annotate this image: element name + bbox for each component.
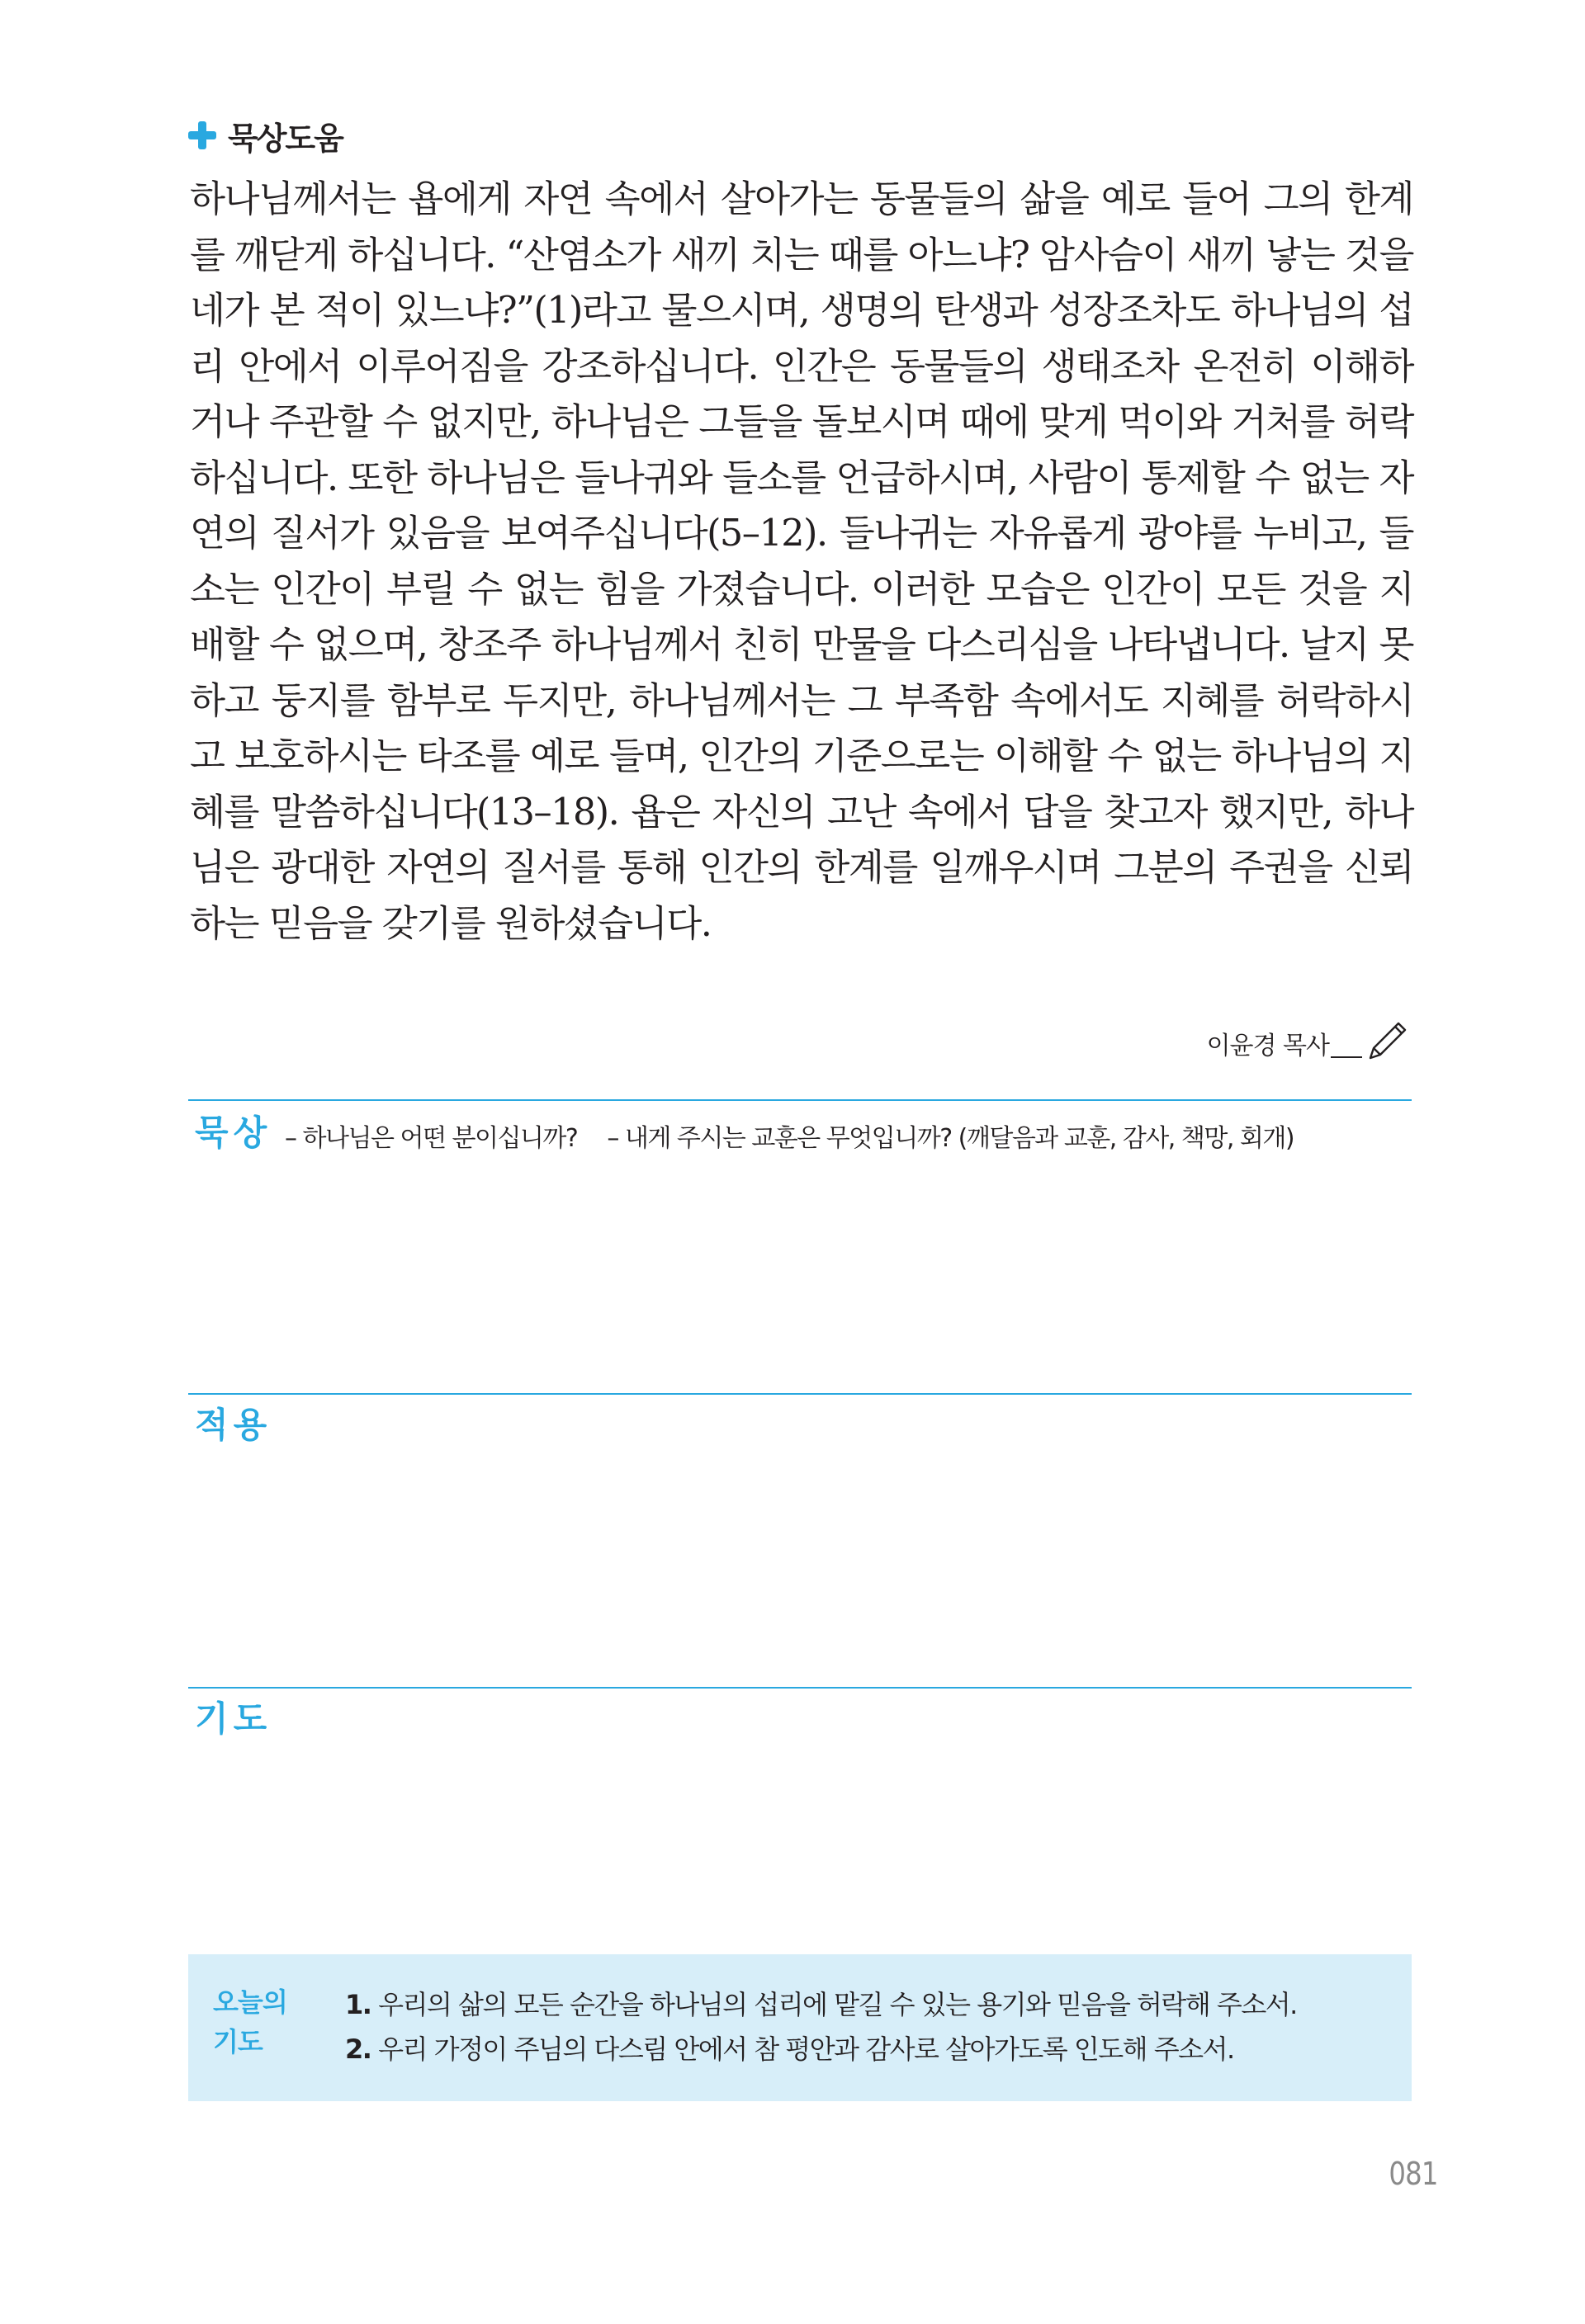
- heading-title: 묵상도움: [228, 120, 343, 157]
- meditation-label: 묵상: [195, 1112, 272, 1153]
- application-divider: [188, 1393, 1412, 1395]
- pencil-icon: [1362, 1012, 1413, 1063]
- todays-prayer-label-line1: 오늘의: [213, 1986, 287, 2018]
- author-name: 이윤경 목사: [1206, 1032, 1329, 1060]
- prayer-item-text: 우리 가정이 주님의 다스림 안에서 참 평안과 감사로 살아가도록 인도해 주소서.: [378, 2034, 1234, 2065]
- prayer-item: [345, 2027, 1297, 2071]
- prayer-item-text: 우리의 삶의 모든 순간을 하나님의 섭리에 맡길 수 있는 용기와 믿음을 허락해 주소서.: [378, 1989, 1297, 2020]
- signature-line: [1331, 1056, 1362, 1058]
- todays-prayer-box: [188, 1954, 1412, 2101]
- todays-prayer-label-line2: 기도: [213, 2026, 263, 2057]
- commentary-body: 하나님께서는 욥에게 자연 속에서 살아가는 동물들의 삶을 예로 들어 그의 한계를 깨닫게 하십니다. “산염소가 새끼 치는 때를 아느냐? 암사슴이 새끼 낳는 것을 네가 본 적이 있느냐?”(1)라고 물으시며, 생명의 탄생과 성장조차도 하나님의 섭리 안에서 이루어짐을 강조하십니다. 인간은 동물들의 생태조차 온전히 이해하거나 주관할 수 없지만, 하나님은 그들을 돌보시며 때에 맞게 먹이와 거처를 허락하십니다. 또한 하나님은 들나귀와 들소를 언급하시며, 사람이 통제할 수 없는 자연의 질서가 있음을 보여주십니다(5–12). 들나귀는 자유롭게 광야를 누비고, 들소는 인간이 부릴 수 없는 힘을 가졌습니다. 이러한 모습은 인간이 모든 것을 지배할 수 없으며, 창조주 하나님께서 친히 만물을 다스리심을 나타냅니다. 날지 못하고 둥지를 함부로 두지만, 하나님께서는 그 부족함 속에서도 지혜를 허락하시고 보호하시는 타조를 예로 들며, 인간의 기준으로는 이해할 수 없는 하나님의 지혜를 말씀하십니다(13–18). 욥은 자신의 고난 속에서 답을 찾고자 했지만, 하나님은 광대한 자연의 질서를 통해 인간의 한계를 일깨우시며 그분의 주권을 신뢰하는 믿음을 갖기를 원하셨습니다.: [190, 178, 1413, 945]
- application-label: 적용: [195, 1405, 272, 1445]
- page-number: 081: [1389, 2156, 1438, 2192]
- prayer-item: [345, 1982, 1297, 2027]
- section-heading: [188, 112, 343, 158]
- meditation-questions: [285, 1117, 1294, 1154]
- plus-icon: [188, 121, 216, 149]
- prayer-divider: [188, 1687, 1412, 1689]
- todays-prayer-label: [213, 1982, 287, 2062]
- meditation-divider: [188, 1099, 1412, 1101]
- prayer-item-number: 2.: [345, 2034, 371, 2065]
- prayer-item-number: 1.: [345, 1989, 371, 2020]
- author-signature: [1207, 1007, 1413, 1065]
- todays-prayer-list: [345, 1982, 1297, 2071]
- prayer-label: 기도: [195, 1698, 272, 1739]
- meditation-question-1: – 하나님은 어떤 분이십니까?: [285, 1124, 578, 1153]
- meditation-question-2: – 내게 주시는 교훈은 무엇입니까? (깨달음과 교훈, 감사, 책망, 회개): [607, 1124, 1294, 1153]
